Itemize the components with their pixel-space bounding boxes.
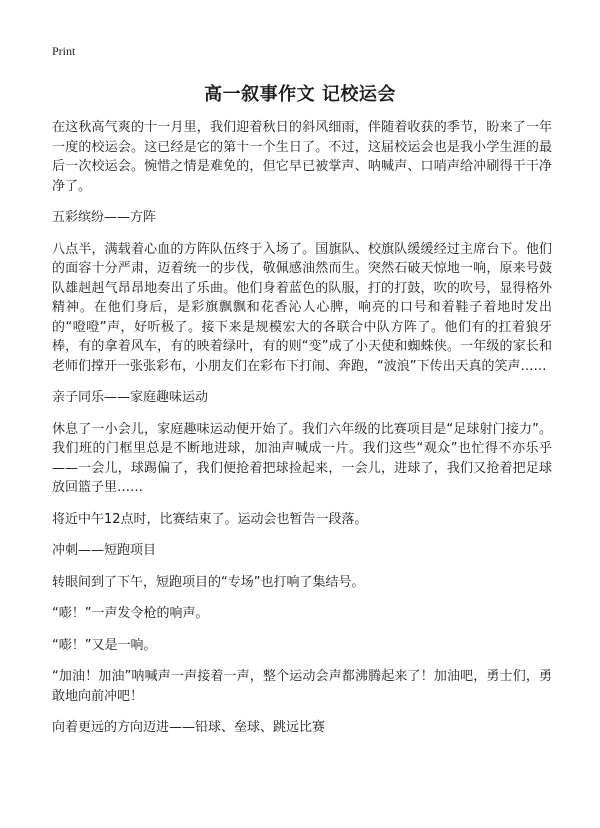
family-games-paragraph: 休息了一小会儿，家庭趣味运动便开始了。我们六年级的比赛项目是“足球射门接力”。我们班的门框里总是不断地进球，加油声喊成一片。我们这些“观众”也忙得不亦乐乎——一会儿，球踢偏了，我们便抢着把球捡起来，一会儿，进球了，我们又抢着把足球放回篮子里…… xyxy=(52,421,552,495)
sprint-paragraph-2: “嘭！”一声发令枪的响声。 xyxy=(52,606,209,621)
sprint-paragraph-4: “加油！加油”呐喊声一声接着一声，整个运动会声都沸腾起来了！加油吧，勇士们，勇敢地向前冲吧！ xyxy=(52,669,552,704)
article-body xyxy=(52,118,552,750)
formation-paragraph: 八点半，满载着心血的方阵队伍终于入场了。国旗队、校旗队缓缓经过主席台下。他们的面容十分严肃，迈着统一的步伐，敬佩感油然而生。突然石破天惊地一响，原来号鼓队雄赳赳气昂昂地奏出了乐曲。他们身着蓝色的队服，打的打鼓，吹的吹号，显得格外精神。在他们身后，是彩旗飘飘和花香沁人心脾，响亮的口号和着鞋子着地时发出的“噔噔”声，好听极了。接下来是规模宏大的各联合中队方阵了。他们有的扛着狼牙棒，有的拿着风车，有的映着绿叶，有的则“变”成了小天使和蜘蛛侠。一年级的家长和老师们撑开一张张彩布，小朋友们在彩布下打闹、奔跑，“波浪”下传出天真的笑声…… xyxy=(52,241,552,374)
sprint-paragraph-3: “嘭！”又是一响。 xyxy=(52,637,157,653)
section-heading-sprint: 冲刺——短跑项目 xyxy=(52,543,157,558)
intro-paragraph: 在这秋高气爽的十一月里，我们迎着秋日的斜风细雨，伴随着收获的季节，盼来了一年一度的校运会。这已经是它的第十一个生日了。不过，这届校运会也是我小学生涯的最后一次校运会。惋惜之情是难免的，但它早已被掌声、呐喊声、口哨声给冲刷得干干净净了。 xyxy=(52,120,552,194)
section-heading-field-events: 向着更远的方向迈进——铅球、垒球、跳远比赛 xyxy=(52,720,326,735)
section-heading-formation: 五彩缤纷——方阵 xyxy=(52,210,157,225)
sprint-paragraph-1: 转眼间到了下午，短跑项目的“专场”也打响了集结号。 xyxy=(52,574,365,590)
page-title: 高一叙事作文 记校运会 xyxy=(204,84,396,105)
section-heading-family-games: 亲子同乐——家庭趣味运动 xyxy=(52,390,209,405)
morning-end-paragraph: 将近中午12点时，比赛结束了。运动会也暂告一段落。 xyxy=(52,511,368,527)
print-link[interactable]: Print xyxy=(52,44,76,58)
